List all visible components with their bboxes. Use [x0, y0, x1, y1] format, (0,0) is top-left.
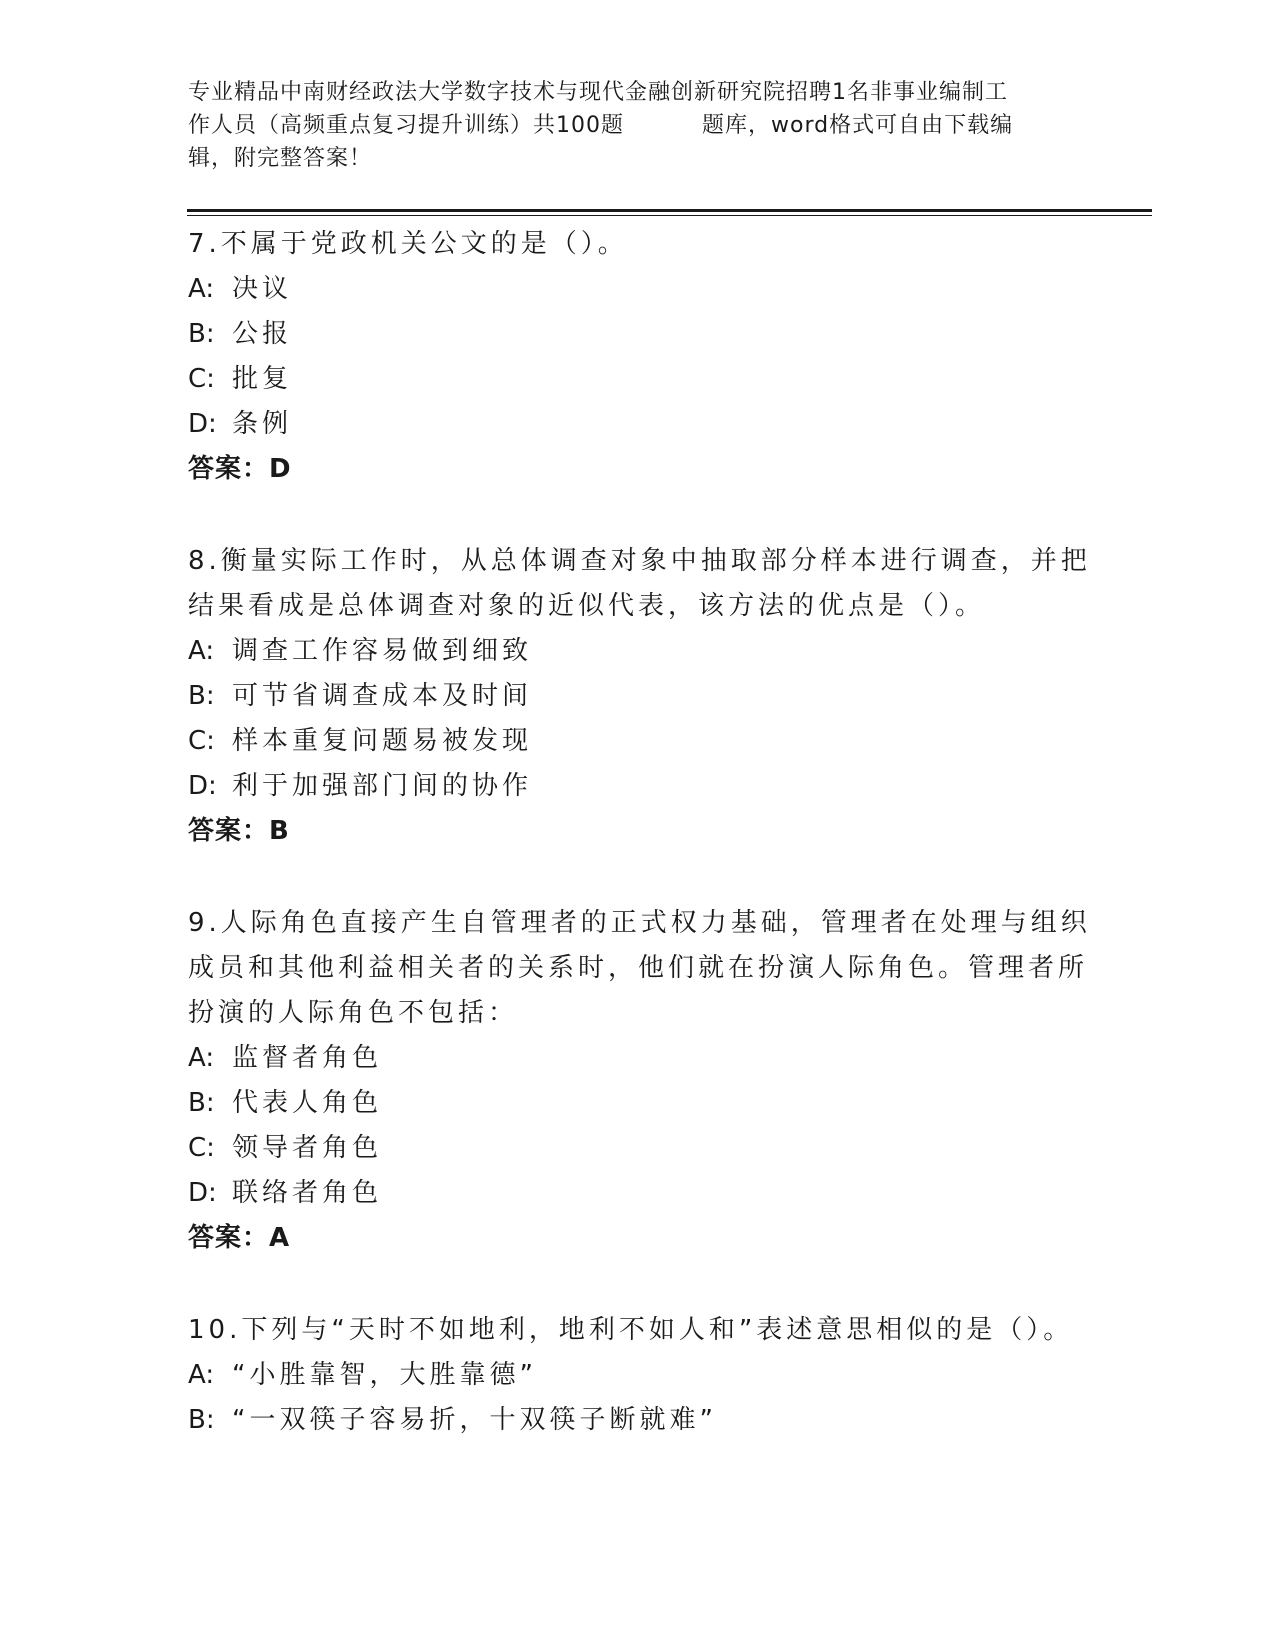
- option-d: [188, 1171, 1148, 1216]
- option-label: C:: [188, 364, 215, 394]
- option-c: [188, 1126, 1148, 1171]
- question-text: 8.衡量实际工作时，从总体调查对象中抽取部分样本进行调查，并把: [188, 546, 1091, 576]
- header-line-1: 专业精品中南财经政法大学数字技术与现代金融创新研究院招聘1名非事业编制工: [188, 80, 1008, 105]
- header-line-3: 辑，附完整答案！: [188, 146, 373, 171]
- option-label: B:: [188, 1088, 215, 1118]
- answer: 答案：D: [188, 454, 292, 484]
- option-label: A:: [188, 1043, 215, 1073]
- header-line-2: [188, 109, 1088, 142]
- option-text: 条例: [232, 409, 293, 439]
- option-label: C:: [188, 726, 215, 756]
- option-text: 可节省调查成本及时间: [232, 681, 533, 711]
- option-b: [188, 1398, 1148, 1443]
- option-b: [188, 1081, 1148, 1126]
- document-header: [188, 76, 1088, 175]
- header-line-2-part-a: 作人员（高频重点复习提升训练）共100题: [188, 113, 624, 138]
- question-text: 10.下列与“天时不如地利，地利不如人和”表述意思相似的是（）。: [188, 1315, 1074, 1345]
- option-text: 决议: [232, 274, 293, 304]
- option-label: D:: [188, 771, 217, 801]
- option-b: [188, 674, 1148, 719]
- header-divider-thick: [187, 209, 1152, 212]
- option-label: D:: [188, 1178, 217, 1208]
- option-text: 调查工作容易做到细致: [232, 636, 533, 666]
- question-7: [188, 222, 1148, 492]
- option-text: 联络者角色: [232, 1178, 383, 1208]
- option-a: [188, 267, 1148, 312]
- option-text: 监督者角色: [232, 1043, 383, 1073]
- question-text: 扮演的人际角色不包括：: [188, 998, 519, 1028]
- question-10: [188, 1308, 1148, 1443]
- option-label: B:: [188, 681, 215, 711]
- question-text: 7.不属于党政机关公文的是（）。: [188, 229, 628, 259]
- answer: 答案：B: [188, 816, 290, 846]
- option-label: B:: [188, 319, 215, 349]
- option-c: [188, 357, 1148, 402]
- option-label: D:: [188, 409, 217, 439]
- option-text: 公报: [232, 319, 293, 349]
- option-text: “小胜靠智，大胜靠德”: [232, 1360, 537, 1390]
- option-text: “一双筷子容易折，十双筷子断就难”: [232, 1405, 717, 1435]
- option-label: A:: [188, 274, 215, 304]
- option-text: 领导者角色: [232, 1133, 383, 1163]
- option-c: [188, 719, 1148, 764]
- option-label: A:: [188, 1360, 215, 1390]
- option-d: [188, 764, 1148, 809]
- option-label: C:: [188, 1133, 215, 1163]
- option-text: 代表人角色: [232, 1088, 383, 1118]
- answer: 答案：A: [188, 1223, 291, 1253]
- question-list: [188, 222, 1148, 1443]
- option-a: [188, 629, 1148, 674]
- question-text: 成员和其他利益相关者的关系时，他们就在扮演人际角色。管理者所: [188, 953, 1089, 983]
- option-b: [188, 312, 1148, 357]
- option-text: 样本重复问题易被发现: [232, 726, 533, 756]
- question-text: 9.人际角色直接产生自管理者的正式权力基础，管理者在处理与组织: [188, 908, 1091, 938]
- option-d: [188, 402, 1148, 447]
- question-text: 结果看成是总体调查对象的近似代表，该方法的优点是（）。: [188, 591, 986, 621]
- header-line-2-part-b: 题库，word格式可自由下载编: [702, 113, 1014, 138]
- option-a: [188, 1036, 1148, 1081]
- option-label: B:: [188, 1405, 215, 1435]
- option-a: [188, 1353, 1148, 1398]
- option-text: 利于加强部门间的协作: [232, 771, 533, 801]
- option-text: 批复: [232, 364, 293, 394]
- option-label: A:: [188, 636, 215, 666]
- question-9: [188, 901, 1148, 1261]
- question-8: [188, 539, 1148, 854]
- header-divider-thin: [187, 215, 1152, 216]
